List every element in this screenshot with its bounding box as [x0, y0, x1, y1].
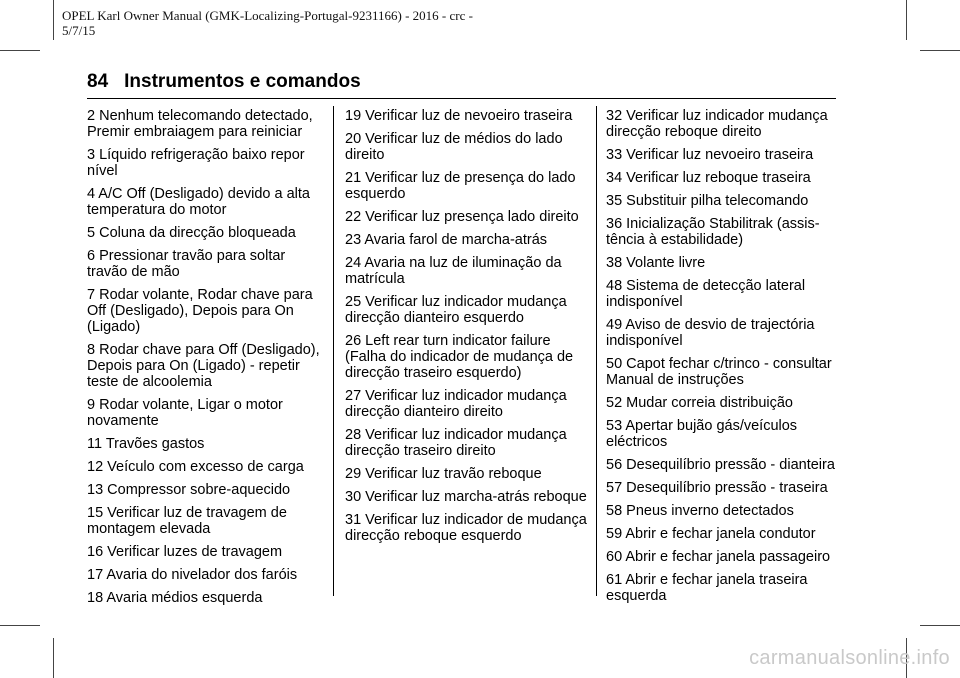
- message-item: 22 Verificar luz presença lado direito: [345, 209, 579, 225]
- column-2: [345, 108, 590, 551]
- print-header-date: 5/7/15: [62, 23, 96, 38]
- crop-mark: [0, 50, 40, 51]
- message-item: 56 Desequilíbrio pressão - dianteira: [606, 457, 835, 473]
- message-item: 48 Sistema de detecção lateral indisponível: [606, 278, 806, 310]
- crop-mark: [53, 0, 54, 40]
- crop-mark: [906, 0, 907, 40]
- section-title: Instrumentos e comandos: [124, 71, 361, 92]
- watermark: carmanualsonline.info: [749, 647, 950, 669]
- message-item: 4 A/C Off (Desligado) devido a alta temperatura do motor: [87, 186, 310, 218]
- title-rule: [87, 98, 836, 99]
- message-item: 61 Abrir e fechar janela traseira esquerda: [606, 572, 808, 604]
- message-item: 27 Verificar luz indicador mudança direcção dianteiro direito: [345, 388, 567, 420]
- message-item: 35 Substituir pilha telecomando: [606, 193, 809, 209]
- message-item: 7 Rodar volante, Rodar chave para Off (Desligado), Depois para On (Ligado): [87, 287, 313, 335]
- message-item: 58 Pneus inverno detectados: [606, 503, 794, 519]
- message-item: 50 Capot fechar c/trinco - consultar Manual de instruções: [606, 356, 832, 388]
- message-item: 19 Verificar luz de nevoeiro traseira: [345, 108, 573, 124]
- crop-mark: [0, 625, 40, 626]
- message-item: 36 Inicialização Stabilitrak (assis-tência à estabilidade): [606, 216, 820, 248]
- print-header-line: OPEL Karl Owner Manual (GMK-Localizing-Portugal-9231166) - 2016 - crc -: [62, 8, 473, 23]
- message-item: 53 Apertar bujão gás/veículos eléctricos: [606, 418, 798, 450]
- message-item: 29 Verificar luz travão reboque: [345, 466, 542, 482]
- message-item: 23 Avaria farol de marcha-atrás: [345, 232, 548, 248]
- message-item: 59 Abrir e fechar janela condutor: [606, 526, 816, 542]
- print-header: [62, 8, 532, 38]
- message-item: 13 Compressor sobre-aquecido: [87, 482, 291, 498]
- message-item: 16 Verificar luzes de travagem: [87, 544, 283, 560]
- message-item: 3 Líquido refrigeração baixo repor nível: [87, 147, 305, 179]
- message-item: 21 Verificar luz de presença do lado esquerdo: [345, 170, 576, 202]
- crop-mark: [53, 638, 54, 678]
- message-item: 2 Nenhum telecomando detectado, Premir embraiagem para reiniciar: [87, 108, 313, 140]
- message-item: 25 Verificar luz indicador mudança direcção dianteiro esquerdo: [345, 294, 567, 326]
- crop-mark: [920, 625, 960, 626]
- message-item: 12 Veículo com excesso de carga: [87, 459, 304, 475]
- message-item: 60 Abrir e fechar janela passageiro: [606, 549, 831, 565]
- message-item: 33 Verificar luz nevoeiro traseira: [606, 147, 814, 163]
- message-item: 30 Verificar luz marcha-atrás reboque: [345, 489, 587, 505]
- message-item: 26 Left rear turn indicator failure (Falha do indicador de mudança de direcção traseiro esquerdo): [345, 333, 574, 381]
- message-item: 6 Pressionar travão para soltar travão de mão: [87, 248, 286, 280]
- message-item: 24 Avaria na luz de iluminação da matrícula: [345, 255, 562, 287]
- page-title: [87, 71, 361, 93]
- message-item: 11 Travões gastos: [87, 436, 205, 452]
- column-divider: [333, 106, 334, 596]
- message-item: 31 Verificar luz indicador de mudança direcção reboque esquerdo: [345, 512, 587, 544]
- message-item: 38 Volante livre: [606, 255, 706, 271]
- message-item: 52 Mudar correia distribuição: [606, 395, 793, 411]
- message-item: 15 Verificar luz de travagem de montagem elevada: [87, 505, 287, 537]
- message-item: 18 Avaria médios esquerda: [87, 590, 263, 606]
- message-item: 49 Aviso de desvio de trajectória indisponível: [606, 317, 815, 349]
- message-item: 17 Avaria do nivelador dos faróis: [87, 567, 298, 583]
- message-item: 28 Verificar luz indicador mudança direcção traseiro direito: [345, 427, 567, 459]
- column-1: [87, 108, 327, 613]
- message-item: 20 Verificar luz de médios do lado direito: [345, 131, 563, 163]
- message-item: 57 Desequilíbrio pressão - traseira: [606, 480, 828, 496]
- crop-mark: [920, 50, 960, 51]
- column-3: [606, 108, 846, 611]
- message-item: 9 Rodar volante, Ligar o motor novamente: [87, 397, 283, 429]
- page-number: 84: [87, 71, 109, 92]
- message-item: 8 Rodar chave para Off (Desligado), Depois para On (Ligado) - repetir teste de alcoolemia: [87, 342, 320, 390]
- column-divider: [596, 106, 597, 596]
- message-item: 34 Verificar luz reboque traseira: [606, 170, 811, 186]
- message-item: 32 Verificar luz indicador mudança direcção reboque direito: [606, 108, 828, 140]
- message-item: 5 Coluna da direcção bloqueada: [87, 225, 296, 241]
